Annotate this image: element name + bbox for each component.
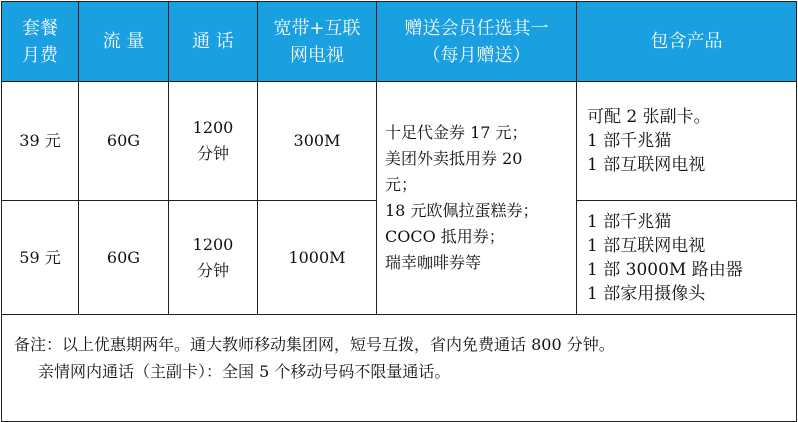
cell-calls-amount: 1200 — [192, 118, 234, 137]
note-cell — [2, 315, 797, 422]
gift-option: 美团外卖抵用券 20 — [385, 149, 523, 168]
product-item: 1 部千兆猫 — [587, 131, 672, 151]
note-line-1: 备注：以上优惠期两年。通大教师移动集团网，短号互拨，省内免费通话 800 分钟。 — [14, 335, 615, 354]
header-gift-line1: 赠送会员任选其一 — [404, 17, 549, 39]
product-item: 1 部互联网电视 — [587, 235, 706, 256]
note-line-2: 亲情网内通话（主副卡）：全国 5 个移动号码不限量通话。 — [38, 362, 451, 381]
cell-data: 60G — [79, 82, 169, 201]
plan-table-wrapper — [1, 1, 796, 405]
cell-calls — [169, 82, 258, 201]
header-row — [2, 2, 797, 82]
gift-option: 十足代金券 17 元； — [385, 123, 528, 142]
cell-fee: 39 元 — [2, 82, 79, 201]
header-plan-fee — [2, 2, 79, 82]
cell-fee: 59 元 — [2, 201, 79, 315]
product-item: 1 部千兆猫 — [587, 211, 672, 232]
cell-gift-options — [377, 82, 577, 315]
header-gift — [377, 2, 577, 82]
cell-products — [577, 201, 797, 315]
header-gift-line2: （每月赠送） — [422, 44, 531, 66]
header-products: 包含产品 — [577, 2, 797, 82]
cell-broadband: 1000M — [258, 201, 377, 315]
gift-option: COCO 抵用券； — [385, 227, 505, 246]
header-broadband-line2: 网电视 — [290, 44, 344, 66]
cell-products — [577, 82, 797, 201]
header-broadband — [258, 2, 377, 82]
product-item: 1 部家用摄像头 — [587, 283, 706, 304]
header-data: 流 量 — [79, 2, 169, 82]
cell-calls-amount: 1200 — [192, 234, 234, 254]
cell-calls-unit: 分钟 — [196, 260, 229, 280]
gift-option: 元； — [385, 175, 418, 194]
header-plan-fee-line2: 月费 — [22, 44, 58, 66]
cell-calls — [169, 201, 258, 315]
product-item: 1 部互联网电视 — [587, 155, 706, 175]
header-calls: 通 话 — [169, 2, 258, 82]
table-row — [2, 82, 797, 201]
cell-calls-unit: 分钟 — [196, 144, 229, 163]
product-item: 可配 2 张副卡。 — [587, 107, 711, 127]
gift-option: 18 元欧佩拉蛋糕券； — [385, 201, 539, 220]
header-plan-fee-line1: 套餐 — [22, 17, 58, 39]
cell-broadband: 300M — [258, 82, 377, 201]
note-row — [2, 315, 797, 422]
gift-option: 瑞幸咖啡券等 — [385, 253, 482, 272]
product-item: 1 部 3000M 路由器 — [587, 259, 743, 280]
plan-table — [1, 1, 797, 422]
header-broadband-line1: 宽带+互联 — [273, 17, 361, 39]
cell-data: 60G — [79, 201, 169, 315]
